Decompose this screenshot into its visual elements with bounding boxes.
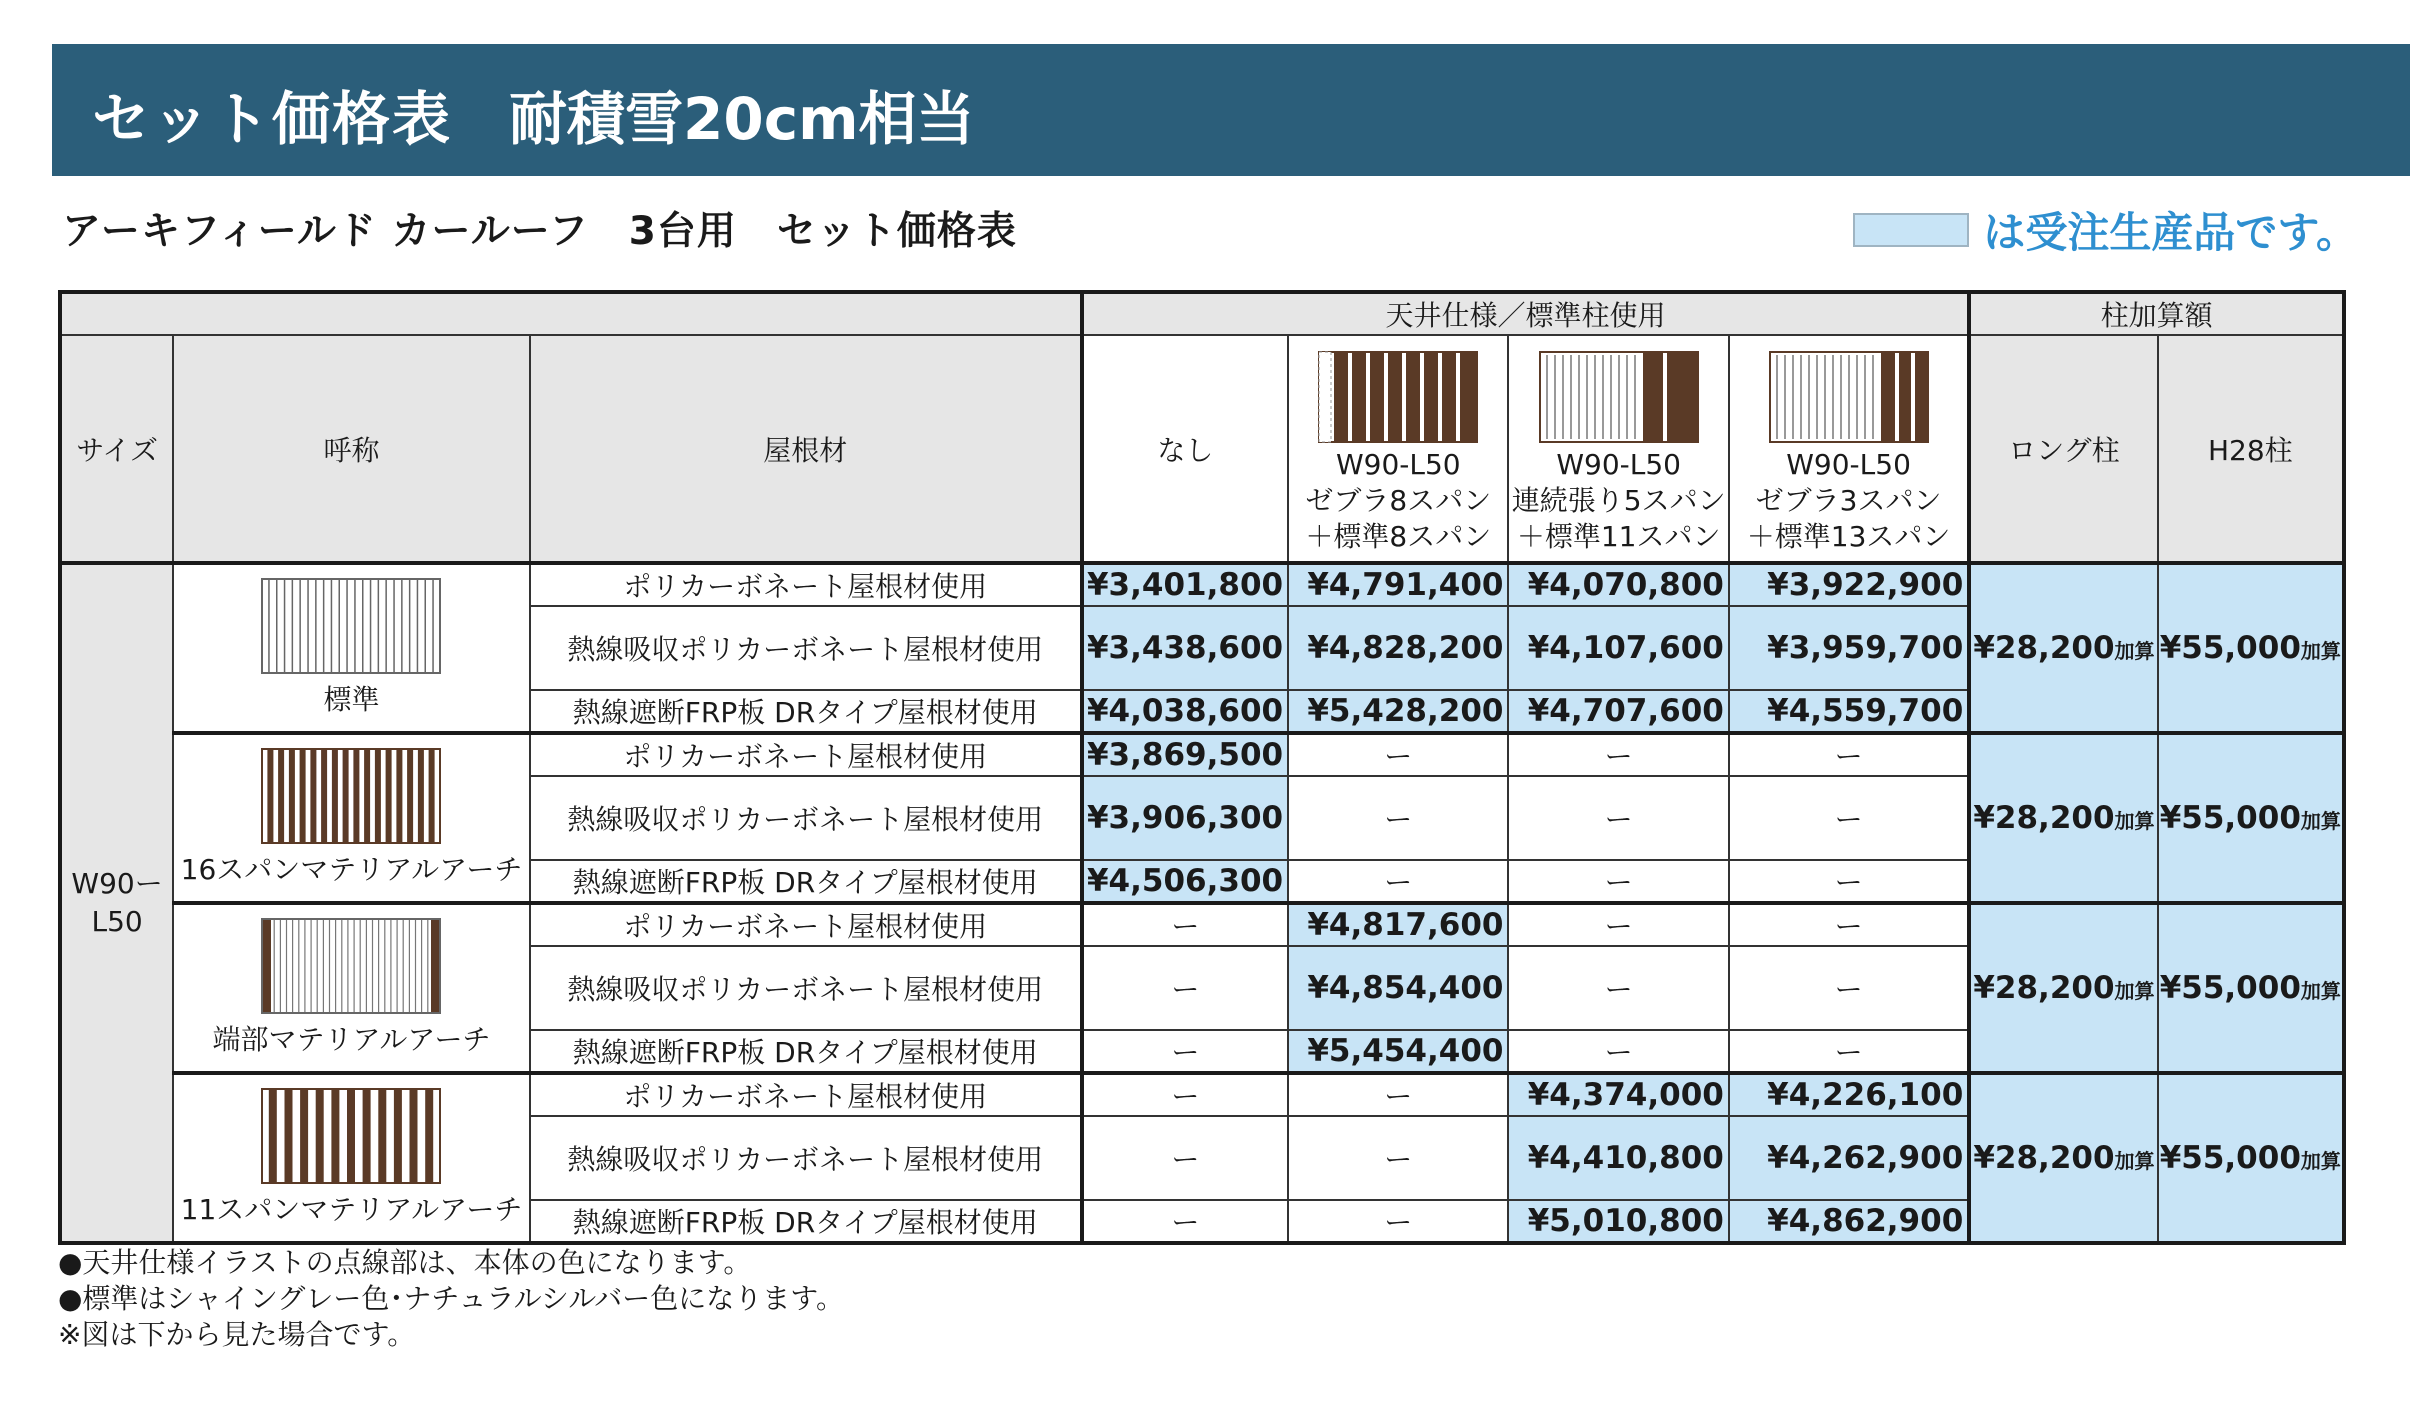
continuous-5-line3: ＋標準11スパン bbox=[1516, 519, 1721, 553]
11-span-material-arch-icon bbox=[261, 1088, 441, 1184]
long-pillar-addon-cell bbox=[1969, 1073, 2157, 1243]
product-name-label: 端部マテリアルアーチ bbox=[212, 1023, 491, 1056]
roof-material-cell: 熱線遮断FRP板 DRタイプ屋根材使用 bbox=[530, 690, 1082, 733]
product-name-label: 標準 bbox=[323, 683, 380, 716]
empty-price-cell: ー bbox=[1729, 860, 1969, 903]
empty-price-cell: ー bbox=[1729, 776, 1969, 860]
roof-material-cell: 熱線吸収ポリカーボネート屋根材使用 bbox=[530, 776, 1082, 860]
col-header-roof: 屋根材 bbox=[530, 335, 1082, 563]
long-pillar-addon-cell bbox=[1969, 733, 2157, 903]
price-cell: ¥4,506,300 bbox=[1082, 860, 1288, 903]
roof-material-cell: 熱線吸収ポリカーボネート屋根材使用 bbox=[530, 606, 1082, 690]
empty-price-cell: ー bbox=[1729, 1030, 1969, 1073]
table-row bbox=[60, 1073, 2344, 1116]
price-cell: ¥3,869,500 bbox=[1082, 733, 1288, 776]
price-cell: ¥4,791,400 bbox=[1288, 563, 1508, 606]
long-pillar-addon-cell bbox=[1969, 903, 2157, 1073]
price-cell: ¥4,107,600 bbox=[1508, 606, 1728, 690]
continuous-5-span-icon bbox=[1539, 351, 1699, 443]
price-cell: ¥4,226,100 bbox=[1729, 1073, 1969, 1116]
col-header-continuous-5 bbox=[1508, 335, 1728, 563]
footnotes bbox=[58, 1245, 844, 1353]
empty-price-cell: ー bbox=[1288, 776, 1508, 860]
roof-material-cell: 熱線遮断FRP板 DRタイプ屋根材使用 bbox=[530, 860, 1082, 903]
addon-suffix: 加算 bbox=[2114, 979, 2155, 1003]
h28-pillar-addon-cell bbox=[2158, 733, 2344, 903]
price-cell: ¥3,906,300 bbox=[1082, 776, 1288, 860]
price-cell: ¥4,707,600 bbox=[1508, 690, 1728, 733]
header-blank bbox=[60, 292, 1082, 335]
empty-price-cell: ー bbox=[1729, 903, 1969, 946]
price-cell: ¥4,854,400 bbox=[1288, 946, 1508, 1030]
addon-value: ¥28,200 bbox=[1973, 630, 2115, 666]
addon-value: ¥55,000 bbox=[2159, 800, 2301, 836]
col-header-size: サイズ bbox=[60, 335, 173, 563]
zebra-8-line3: ＋標準8スパン bbox=[1305, 519, 1492, 553]
table-row bbox=[60, 903, 2344, 946]
16-span-material-arch-icon bbox=[261, 748, 441, 844]
footnote: ●標準はシャイングレー色･ナチュラルシルバー色になります。 bbox=[58, 1282, 845, 1315]
addon-value: ¥55,000 bbox=[2159, 970, 2301, 1006]
addon-suffix: 加算 bbox=[2300, 979, 2341, 1003]
col-header-zebra-3 bbox=[1729, 335, 1969, 563]
addon-value: ¥28,200 bbox=[1973, 970, 2115, 1006]
price-cell: ¥4,559,700 bbox=[1729, 690, 1969, 733]
empty-price-cell: ー bbox=[1288, 733, 1508, 776]
roof-material-cell: 熱線遮断FRP板 DRタイプ屋根材使用 bbox=[530, 1030, 1082, 1073]
footnote: ●天井仕様イラストの点線部は、本体の色になります。 bbox=[58, 1246, 752, 1279]
group-header-pillar-addon: 柱加算額 bbox=[1969, 292, 2344, 335]
price-cell: ¥4,038,600 bbox=[1082, 690, 1288, 733]
price-cell: ¥4,262,900 bbox=[1729, 1116, 1969, 1200]
product-name-label: 16スパンマテリアルアーチ bbox=[180, 853, 523, 886]
zebra-3-span-icon bbox=[1769, 351, 1929, 443]
price-cell: ¥4,070,800 bbox=[1508, 563, 1728, 606]
addon-suffix: 加算 bbox=[2114, 1149, 2155, 1173]
roof-material-cell: 熱線吸収ポリカーボネート屋根材使用 bbox=[530, 946, 1082, 1030]
continuous-5-line2: 連続張り5スパン bbox=[1511, 483, 1726, 517]
size-cell: W90ー L50 bbox=[60, 563, 173, 1243]
empty-price-cell: ー bbox=[1288, 1073, 1508, 1116]
roof-material-cell: ポリカーボネート屋根材使用 bbox=[530, 733, 1082, 776]
legend bbox=[1853, 200, 2358, 260]
price-cell: ¥5,010,800 bbox=[1508, 1200, 1728, 1243]
continuous-5-line1: W90-L50 bbox=[1556, 447, 1681, 481]
col-header-zebra-8 bbox=[1288, 335, 1508, 563]
empty-price-cell: ー bbox=[1082, 1200, 1288, 1243]
empty-price-cell: ー bbox=[1508, 860, 1728, 903]
roof-material-cell: ポリカーボネート屋根材使用 bbox=[530, 1073, 1082, 1116]
empty-price-cell: ー bbox=[1508, 733, 1728, 776]
price-cell: ¥3,401,800 bbox=[1082, 563, 1288, 606]
empty-price-cell: ー bbox=[1729, 733, 1969, 776]
price-cell: ¥4,817,600 bbox=[1288, 903, 1508, 946]
price-cell: ¥4,374,000 bbox=[1508, 1073, 1728, 1116]
product-name-cell bbox=[173, 563, 530, 733]
col-header-name: 呼称 bbox=[173, 335, 530, 563]
product-name-cell bbox=[173, 1073, 530, 1243]
zebra-8-line2: ゼブラ8スパン bbox=[1305, 483, 1492, 517]
col-header-h28-pillar: H28柱 bbox=[2158, 335, 2344, 563]
roof-material-cell: ポリカーボネート屋根材使用 bbox=[530, 563, 1082, 606]
zebra-3-line1: W90-L50 bbox=[1786, 447, 1911, 481]
legend-text: は受注生産品です。 bbox=[1983, 208, 2358, 257]
product-name-cell bbox=[173, 903, 530, 1073]
product-name-cell bbox=[173, 733, 530, 903]
banner-title: セット価格表 bbox=[92, 85, 453, 153]
table-row bbox=[60, 563, 2344, 606]
price-cell: ¥3,922,900 bbox=[1729, 563, 1969, 606]
roof-material-cell: 熱線吸収ポリカーボネート屋根材使用 bbox=[530, 1116, 1082, 1200]
empty-price-cell: ー bbox=[1288, 1116, 1508, 1200]
empty-price-cell: ー bbox=[1729, 946, 1969, 1030]
addon-value: ¥55,000 bbox=[2159, 630, 2301, 666]
empty-price-cell: ー bbox=[1288, 860, 1508, 903]
price-cell: ¥3,438,600 bbox=[1082, 606, 1288, 690]
price-table bbox=[58, 290, 2346, 1245]
empty-price-cell: ー bbox=[1082, 1030, 1288, 1073]
empty-price-cell: ー bbox=[1508, 946, 1728, 1030]
addon-suffix: 加算 bbox=[2300, 639, 2341, 663]
zebra-3-line2: ゼブラ3スパン bbox=[1755, 483, 1942, 517]
title-banner bbox=[52, 44, 2410, 176]
h28-pillar-addon-cell bbox=[2158, 903, 2344, 1073]
standard-roof-icon bbox=[261, 578, 441, 674]
price-cell: ¥4,828,200 bbox=[1288, 606, 1508, 690]
empty-price-cell: ー bbox=[1082, 946, 1288, 1030]
zebra-8-line1: W90-L50 bbox=[1335, 447, 1461, 481]
price-cell: ¥4,410,800 bbox=[1508, 1116, 1728, 1200]
h28-pillar-addon-cell bbox=[2158, 1073, 2344, 1243]
addon-suffix: 加算 bbox=[2114, 639, 2155, 663]
col-header-long-pillar: ロング柱 bbox=[1969, 335, 2157, 563]
long-pillar-addon-cell bbox=[1969, 563, 2157, 733]
banner-subtitle: 耐積雪20cm相当 bbox=[509, 85, 975, 153]
zebra-8-span-icon bbox=[1318, 351, 1478, 443]
roof-material-cell: 熱線遮断FRP板 DRタイプ屋根材使用 bbox=[530, 1200, 1082, 1243]
end-material-arch-icon bbox=[261, 918, 441, 1014]
col-header-none: なし bbox=[1082, 335, 1288, 563]
price-cell: ¥4,862,900 bbox=[1729, 1200, 1969, 1243]
footnote: ※図は下から見た場合です。 bbox=[58, 1318, 416, 1351]
table-row bbox=[60, 733, 2344, 776]
empty-price-cell: ー bbox=[1288, 1200, 1508, 1243]
price-cell: ¥5,428,200 bbox=[1288, 690, 1508, 733]
empty-price-cell: ー bbox=[1508, 776, 1728, 860]
addon-value: ¥28,200 bbox=[1973, 1140, 2115, 1176]
price-cell: ¥5,454,400 bbox=[1288, 1030, 1508, 1073]
table-subtitle: アーキフィールド カールーフ 3台用 セット価格表 bbox=[62, 209, 1017, 254]
empty-price-cell: ー bbox=[1508, 903, 1728, 946]
legend-swatch bbox=[1853, 213, 1969, 247]
group-header-ceiling: 天井仕様／標準柱使用 bbox=[1082, 292, 1970, 335]
roof-material-cell: ポリカーボネート屋根材使用 bbox=[530, 903, 1082, 946]
empty-price-cell: ー bbox=[1508, 1030, 1728, 1073]
h28-pillar-addon-cell bbox=[2158, 563, 2344, 733]
empty-price-cell: ー bbox=[1082, 1073, 1288, 1116]
empty-price-cell: ー bbox=[1082, 1116, 1288, 1200]
empty-price-cell: ー bbox=[1082, 903, 1288, 946]
addon-value: ¥28,200 bbox=[1973, 800, 2115, 836]
product-name-label: 11スパンマテリアルアーチ bbox=[180, 1193, 523, 1226]
addon-suffix: 加算 bbox=[2300, 1149, 2341, 1173]
addon-suffix: 加算 bbox=[2300, 809, 2341, 833]
zebra-3-line3: ＋標準13スパン bbox=[1746, 519, 1951, 553]
addon-value: ¥55,000 bbox=[2159, 1140, 2301, 1176]
addon-suffix: 加算 bbox=[2114, 809, 2155, 833]
price-cell: ¥3,959,700 bbox=[1729, 606, 1969, 690]
